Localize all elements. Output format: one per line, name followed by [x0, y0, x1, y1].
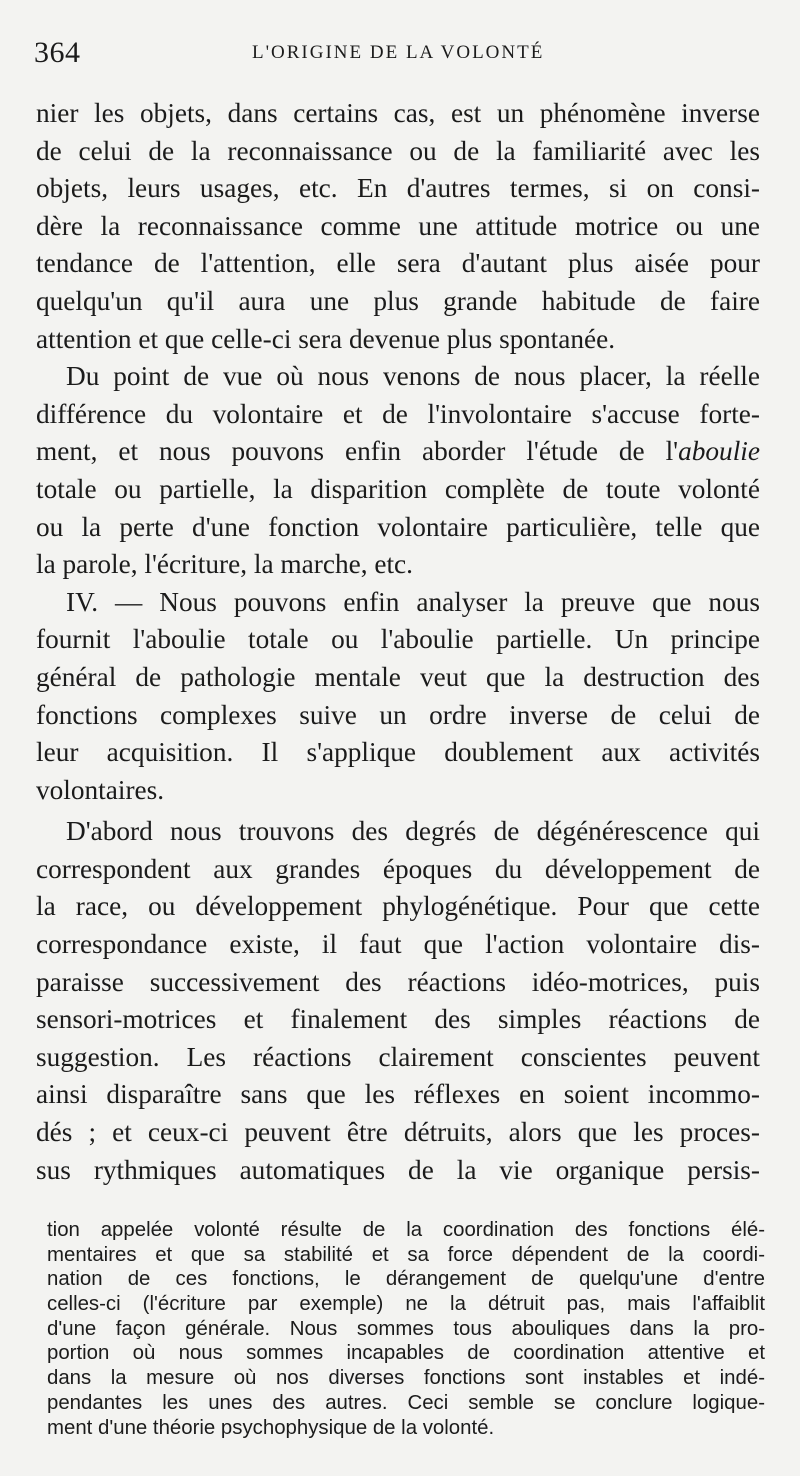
text-line: ainsi disparaître sans que les réflexes en soient incommo-: [36, 1079, 760, 1110]
text-line: général de pathologie mentale veut que la destruction des: [36, 661, 760, 692]
text-line: attention et que celle-ci sera devenue plus spontanée.: [36, 323, 616, 354]
text-line: dés ; et ceux-ci peuvent être détruits, alors que les proces-: [36, 1117, 760, 1148]
italic-term: aboulie: [678, 436, 760, 467]
text-line: [36, 433, 760, 471]
footnote-line: dans la mesure où nos diverses fonctions sont instables et indé-: [47, 1367, 765, 1390]
text-line: la race, ou développement phylogénétique. Pour que cette: [36, 891, 760, 922]
text-line: nier les objets, dans certains cas, est un phénomène inverse: [36, 98, 760, 128]
text-line: ou la perte d'une fonction volontaire particulière, telle que: [36, 511, 760, 542]
text-line: D'abord nous trouvons des degrés de dégénérescence qui: [66, 816, 760, 847]
text-line: leur acquisition. Il s'applique doublement aux activités: [36, 737, 760, 768]
page-header: [34, 36, 764, 76]
text-line: la parole, l'écriture, la marche, etc.: [36, 549, 413, 580]
running-head: L'ORIGINE DE LA VOLONTÉ: [252, 42, 545, 63]
text-line: objets, leurs usages, etc. En d'autres termes, si on consi-: [36, 173, 760, 204]
text-line: correspondent aux grandes époques du développement de: [36, 853, 760, 884]
main-text: [36, 95, 760, 1189]
text-line: volontaires.: [36, 774, 165, 805]
footnote-line: nation de ces fonctions, le dérangement de quelqu'une d'entre: [47, 1268, 765, 1291]
footnote-line: ment d'une théorie psychophysique de la volonté.: [47, 1416, 495, 1439]
footnote-line: pendantes les unes des autres. Ceci semble se conclure logique-: [47, 1391, 765, 1414]
text-line: quelqu'un qu'il aura une plus grande habitude de faire: [36, 285, 760, 316]
footnote-line: tion appelée volonté résulte de la coordination des fonctions élé-: [47, 1219, 765, 1241]
page-number: 364: [34, 36, 81, 69]
footnote-line: mentaires et que sa stabilité et sa force dépendent de la coordi-: [47, 1243, 765, 1266]
text-line: sensori-motrices et finalement des simples réactions de: [36, 1004, 760, 1035]
text-line: différence du volontaire et de l'involontaire s'accuse forte-: [36, 398, 760, 429]
text-line: fournit l'aboulie totale ou l'aboulie partielle. Un principe: [36, 624, 760, 655]
text-line: totale ou partielle, la disparition complète de toute volonté: [36, 473, 760, 504]
text-line: dère la reconnaissance comme une attitude motrice ou une: [36, 210, 760, 241]
section-start-line: IV. — Nous pouvons enfin analyser la preuve que nous: [66, 586, 760, 617]
text-segment: ment, et nous pouvons enfin aborder l'étude de l': [36, 436, 679, 467]
footnote-line: portion où nous sommes incapables de coordination attentive et: [47, 1342, 765, 1365]
footnote-line: celles-ci (l'écriture par exemple) ne la détruit pas, mais l'affaiblit: [47, 1293, 765, 1316]
text-line: correspondance existe, il faut que l'action volontaire dis-: [36, 929, 760, 960]
text-line: de celui de la reconnaissance ou de la familiarité avec les: [36, 135, 760, 166]
text-line: sus rythmiques automatiques de la vie organique persis-: [36, 1154, 760, 1185]
footnote-line: d'une façon générale. Nous sommes tous abouliques dans la pro-: [47, 1317, 765, 1340]
text-line: paraisse successivement des réactions idéo-motrices, puis: [36, 966, 760, 997]
text-line: Du point de vue où nous venons de nous placer, la réelle: [66, 361, 760, 392]
text-line: fonctions complexes suive un ordre inverse de celui de: [36, 699, 760, 730]
footnote: [47, 1218, 765, 1440]
text-line: tendance de l'attention, elle sera d'autant plus aisée pour: [36, 248, 760, 279]
text-line: suggestion. Les réactions clairement conscientes peuvent: [36, 1041, 760, 1072]
